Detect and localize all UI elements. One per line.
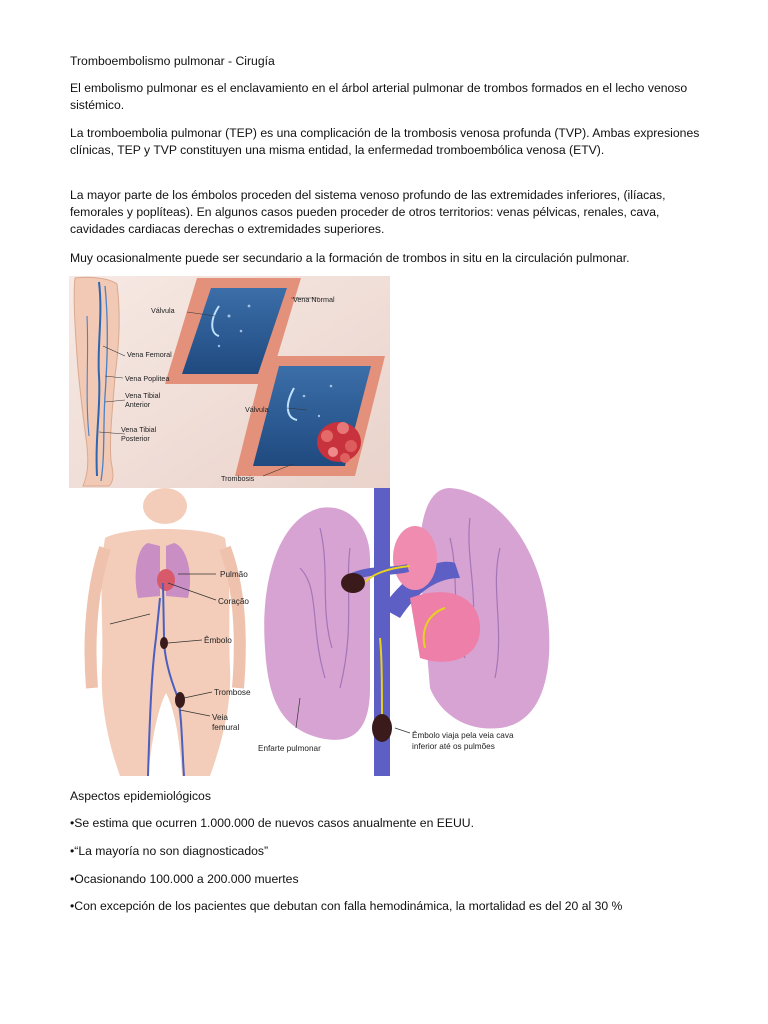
vein-thrombosis-illustration [69, 276, 390, 488]
paragraph-definition: El embolismo pulmonar es el enclavamiento en el árbol arterial pulmonar de trombos formados en el lecho venoso sistémico. [70, 81, 688, 112]
label-trombose: Trombose [214, 688, 251, 697]
bullet-item: •“La mayoría no son diagnosticados” [70, 844, 269, 858]
label-valvula-top: Válvula [151, 306, 175, 315]
label-valvula-bottom: Válvula [245, 405, 269, 414]
label-vena-poplitea: Vena Poplitea [125, 374, 170, 383]
label-pulmao: Pulmão [220, 570, 248, 579]
lung-embolus [341, 573, 365, 593]
label-veia-femural-1: Veia [212, 713, 228, 722]
paragraph-in-situ: Muy ocasionalmente puede ser secundario a la formación de trombos in situ en la circulación pulmonar. [70, 251, 630, 265]
label-vena-tibial-posterior-2: Posterior [121, 434, 150, 443]
document-title: Tromboembolismo pulmonar - Cirugía [70, 54, 275, 68]
label-vena-femoral: Vena Femoral [127, 350, 172, 359]
pulmonary-embolism-illustration [70, 488, 560, 776]
paragraph-tep-tvp: La tromboembolia pulmonar (TEP) es una complicación de la trombosis venosa profunda (TVP). Ambas expresiones clínicas, TEP y TVP constituyen una misma entidad, la enfermedad tromboembólica venosa (ETV). [70, 126, 700, 157]
label-embolo-viaja-2: inferior até os pulmões [412, 742, 495, 751]
label-vena-tibial-anterior: Vena Tibial [125, 391, 161, 400]
label-enfarte-pulmonar: Enfarte pulmonar [258, 744, 321, 753]
bullet-item: •Con excepción de los pacientes que debutan con falla hemodinámica, la mortalidad es del 20 al 30 % [70, 899, 623, 913]
label-vena-tibial-anterior-2: Anterior [125, 400, 151, 409]
vena-cava-embolus [372, 714, 392, 742]
paragraph-origin: La mayor parte de los émbolos proceden del sistema venoso profundo de las extremidades inferiores, (ilíacas, femorales y poplíteas). En algunos casos pueden proceder de otros territorios: venas pélvicas, renales, cava, cavidades cardiacas derechas o extremidades superiores. [70, 188, 666, 236]
bullet-item: •Ocasionando 100.000 a 200.000 muertes [70, 872, 299, 886]
label-vena-tibial-posterior: Vena Tibial [121, 425, 157, 434]
label-embolo-viaja-1: Êmbolo viaja pela veia cava [412, 731, 514, 740]
label-coracao: Coração [218, 597, 249, 606]
label-trombosis: Trombosis [221, 474, 255, 483]
section-title-epidemiologia: Aspectos epidemiológicos [70, 789, 211, 803]
bullet-item: •Se estima que ocurren 1.000.000 de nuevos casos anualmente en EEUU. [70, 816, 474, 830]
label-vena-normal: Vena Normal [293, 295, 335, 304]
label-veia-femural-2: femural [212, 723, 240, 732]
label-embolo: Êmbolo [204, 636, 232, 645]
